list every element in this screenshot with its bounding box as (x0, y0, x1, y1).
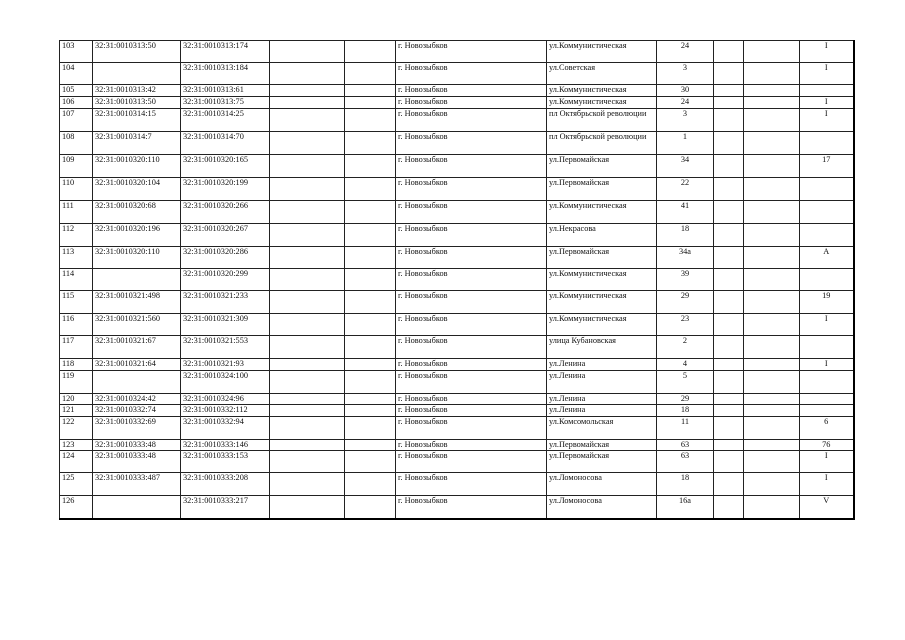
street-cell: ул.Ленина (547, 405, 657, 417)
city-cell: г. Новозыбков (396, 109, 547, 132)
apartment-cell: I (800, 41, 854, 63)
blank-cell-3 (714, 201, 744, 224)
blank-cell-4 (744, 314, 800, 336)
blank-cell-3 (714, 85, 744, 97)
blank-cell-4 (744, 109, 800, 132)
table-row (60, 85, 854, 97)
parcel-cadastral-number-cell: 32:31:0010314:15 (93, 109, 181, 132)
house-number-cell: 5 (657, 371, 714, 394)
apartment-cell (800, 405, 854, 417)
street-cell: ул.Коммунистическая (547, 291, 657, 314)
row-number-cell: 121 (60, 405, 93, 417)
blank-cell-2 (345, 109, 396, 132)
blank-cell-4 (744, 336, 800, 359)
parcel-cadastral-number-cell: 32:31:0010333:48 (93, 451, 181, 473)
blank-cell-4 (744, 394, 800, 405)
blank-cell-2 (345, 269, 396, 291)
blank-cell-2 (345, 314, 396, 336)
house-number-cell: 29 (657, 291, 714, 314)
parcel-cadastral-number-cell (93, 63, 181, 85)
blank-cell-3 (714, 269, 744, 291)
blank-cell-3 (714, 224, 744, 247)
building-cadastral-number-cell: 32:31:0010332:112 (181, 405, 270, 417)
house-number-cell: 63 (657, 440, 714, 451)
blank-cell-2 (345, 359, 396, 371)
blank-cell-2 (345, 63, 396, 85)
blank-cell-2 (345, 371, 396, 394)
apartment-cell (800, 132, 854, 155)
blank-cell-4 (744, 405, 800, 417)
building-cadastral-number-cell: 32:31:0010321:309 (181, 314, 270, 336)
house-number-cell: 22 (657, 178, 714, 201)
table-row (60, 371, 854, 394)
house-number-cell: 18 (657, 473, 714, 496)
table-row (60, 394, 854, 405)
blank-cell-2 (345, 41, 396, 63)
street-cell: ул.Первомайская (547, 247, 657, 269)
blank-cell-1 (270, 371, 345, 394)
blank-cell-3 (714, 109, 744, 132)
street-cell: ул.Ленина (547, 359, 657, 371)
house-number-cell: 1 (657, 132, 714, 155)
blank-cell-1 (270, 405, 345, 417)
parcel-cadastral-number-cell: 32:31:0010321:560 (93, 314, 181, 336)
blank-cell-3 (714, 440, 744, 451)
city-cell: г. Новозыбков (396, 394, 547, 405)
blank-cell-2 (345, 473, 396, 496)
house-number-cell: 34а (657, 247, 714, 269)
blank-cell-2 (345, 405, 396, 417)
house-number-cell: 2 (657, 336, 714, 359)
parcel-cadastral-number-cell: 32:31:0010320:104 (93, 178, 181, 201)
blank-cell-2 (345, 496, 396, 519)
row-number-cell: 111 (60, 201, 93, 224)
table-row (60, 314, 854, 336)
row-number-cell: 103 (60, 41, 93, 63)
city-cell: г. Новозыбков (396, 85, 547, 97)
city-cell: г. Новозыбков (396, 155, 547, 178)
apartment-cell: I (800, 63, 854, 85)
blank-cell-3 (714, 41, 744, 63)
house-number-cell: 30 (657, 85, 714, 97)
building-cadastral-number-cell: 32:31:0010314:70 (181, 132, 270, 155)
city-cell: г. Новозыбков (396, 417, 547, 440)
blank-cell-1 (270, 63, 345, 85)
city-cell: г. Новозыбков (396, 178, 547, 201)
city-cell: г. Новозыбков (396, 132, 547, 155)
blank-cell-4 (744, 132, 800, 155)
parcel-cadastral-number-cell: 32:31:0010313:42 (93, 85, 181, 97)
building-cadastral-number-cell: 32:31:0010321:93 (181, 359, 270, 371)
blank-cell-3 (714, 63, 744, 85)
parcel-cadastral-number-cell: 32:31:0010320:110 (93, 155, 181, 178)
street-cell: пл Октябрьской революции (547, 109, 657, 132)
row-number-cell: 110 (60, 178, 93, 201)
apartment-cell (800, 201, 854, 224)
row-number-cell: 106 (60, 97, 93, 109)
blank-cell-4 (744, 496, 800, 519)
blank-cell-4 (744, 473, 800, 496)
table-row (60, 132, 854, 155)
blank-cell-1 (270, 440, 345, 451)
blank-cell-1 (270, 178, 345, 201)
row-number-cell: 120 (60, 394, 93, 405)
apartment-cell: I (800, 109, 854, 132)
parcel-cadastral-number-cell (93, 496, 181, 519)
street-cell: ул.Коммунистическая (547, 201, 657, 224)
street-cell: ул.Ленина (547, 371, 657, 394)
street-cell: ул.Первомайская (547, 451, 657, 473)
parcel-cadastral-number-cell: 32:31:0010321:67 (93, 336, 181, 359)
street-cell: пл Октябрьской революции (547, 132, 657, 155)
row-number-cell: 105 (60, 85, 93, 97)
blank-cell-4 (744, 291, 800, 314)
street-cell: ул.Первомайская (547, 155, 657, 178)
city-cell: г. Новозыбков (396, 336, 547, 359)
blank-cell-1 (270, 451, 345, 473)
parcel-cadastral-number-cell: 32:31:0010313:50 (93, 41, 181, 63)
table-row (60, 440, 854, 451)
row-number-cell: 108 (60, 132, 93, 155)
street-cell: ул.Первомайская (547, 440, 657, 451)
city-cell: г. Новозыбков (396, 314, 547, 336)
table-row (60, 405, 854, 417)
blank-cell-2 (345, 440, 396, 451)
city-cell: г. Новозыбков (396, 359, 547, 371)
blank-cell-4 (744, 440, 800, 451)
parcel-cadastral-number-cell: 32:31:0010320:110 (93, 247, 181, 269)
row-number-cell: 123 (60, 440, 93, 451)
city-cell: г. Новозыбков (396, 371, 547, 394)
building-cadastral-number-cell: 32:31:0010313:184 (181, 63, 270, 85)
building-cadastral-number-cell: 32:31:0010333:217 (181, 496, 270, 519)
blank-cell-2 (345, 394, 396, 405)
blank-cell-4 (744, 451, 800, 473)
row-number-cell: 117 (60, 336, 93, 359)
house-number-cell: 3 (657, 63, 714, 85)
blank-cell-1 (270, 336, 345, 359)
apartment-cell (800, 336, 854, 359)
row-number-cell: 119 (60, 371, 93, 394)
table-row (60, 41, 854, 63)
row-number-cell: 124 (60, 451, 93, 473)
apartment-cell (800, 85, 854, 97)
blank-cell-1 (270, 224, 345, 247)
house-number-cell: 34 (657, 155, 714, 178)
blank-cell-4 (744, 224, 800, 247)
blank-cell-1 (270, 201, 345, 224)
house-number-cell: 41 (657, 201, 714, 224)
parcel-cadastral-number-cell: 32:31:0010333:487 (93, 473, 181, 496)
blank-cell-1 (270, 132, 345, 155)
blank-cell-4 (744, 155, 800, 178)
blank-cell-2 (345, 201, 396, 224)
street-cell: ул.Ленина (547, 394, 657, 405)
building-cadastral-number-cell: 32:31:0010320:165 (181, 155, 270, 178)
blank-cell-4 (744, 41, 800, 63)
table-row (60, 224, 854, 247)
blank-cell-3 (714, 417, 744, 440)
building-cadastral-number-cell: 32:31:0010332:94 (181, 417, 270, 440)
table-row (60, 496, 854, 519)
row-number-cell: 116 (60, 314, 93, 336)
parcel-cadastral-number-cell: 32:31:0010321:498 (93, 291, 181, 314)
table-row (60, 417, 854, 440)
apartment-cell: I (800, 451, 854, 473)
parcel-cadastral-number-cell: 32:31:0010313:50 (93, 97, 181, 109)
apartment-cell: I (800, 359, 854, 371)
city-cell: г. Новозыбков (396, 63, 547, 85)
building-cadastral-number-cell: 32:31:0010333:146 (181, 440, 270, 451)
apartment-cell: I (800, 473, 854, 496)
table-row (60, 336, 854, 359)
parcel-cadastral-number-cell: 32:31:0010332:69 (93, 417, 181, 440)
house-number-cell: 18 (657, 405, 714, 417)
blank-cell-3 (714, 451, 744, 473)
blank-cell-4 (744, 97, 800, 109)
street-cell: ул.Некрасова (547, 224, 657, 247)
blank-cell-1 (270, 155, 345, 178)
blank-cell-2 (345, 291, 396, 314)
city-cell: г. Новозыбков (396, 473, 547, 496)
street-cell: ул.Первомайская (547, 178, 657, 201)
row-number-cell: 109 (60, 155, 93, 178)
blank-cell-3 (714, 155, 744, 178)
parcel-cadastral-number-cell (93, 371, 181, 394)
blank-cell-1 (270, 41, 345, 63)
apartment-cell: I (800, 314, 854, 336)
parcel-cadastral-number-cell: 32:31:0010324:42 (93, 394, 181, 405)
table-row (60, 473, 854, 496)
row-number-cell: 114 (60, 269, 93, 291)
blank-cell-2 (345, 97, 396, 109)
city-cell: г. Новозыбков (396, 247, 547, 269)
city-cell: г. Новозыбков (396, 269, 547, 291)
table-row (60, 269, 854, 291)
blank-cell-2 (345, 85, 396, 97)
row-number-cell: 122 (60, 417, 93, 440)
blank-cell-3 (714, 371, 744, 394)
street-cell: ул.Коммунистическая (547, 97, 657, 109)
row-number-cell: 126 (60, 496, 93, 519)
row-number-cell: 107 (60, 109, 93, 132)
building-cadastral-number-cell: 32:31:0010333:153 (181, 451, 270, 473)
building-cadastral-number-cell: 32:31:0010314:25 (181, 109, 270, 132)
city-cell: г. Новозыбков (396, 201, 547, 224)
parcel-cadastral-number-cell: 32:31:0010320:196 (93, 224, 181, 247)
blank-cell-4 (744, 247, 800, 269)
house-number-cell: 23 (657, 314, 714, 336)
apartment-cell (800, 224, 854, 247)
blank-cell-2 (345, 178, 396, 201)
building-cadastral-number-cell: 32:31:0010321:553 (181, 336, 270, 359)
table-row (60, 291, 854, 314)
apartment-cell: 19 (800, 291, 854, 314)
blank-cell-3 (714, 359, 744, 371)
table-row (60, 359, 854, 371)
street-cell: улица Кубановская (547, 336, 657, 359)
building-cadastral-number-cell: 32:31:0010324:100 (181, 371, 270, 394)
house-number-cell: 16а (657, 496, 714, 519)
city-cell: г. Новозыбков (396, 97, 547, 109)
apartment-cell: 6 (800, 417, 854, 440)
apartment-cell (800, 394, 854, 405)
apartment-cell: I (800, 97, 854, 109)
blank-cell-1 (270, 496, 345, 519)
street-cell: ул.Советская (547, 63, 657, 85)
apartment-cell: 76 (800, 440, 854, 451)
parcel-cadastral-number-cell: 32:31:0010321:64 (93, 359, 181, 371)
apartment-cell (800, 371, 854, 394)
table-row (60, 109, 854, 132)
blank-cell-4 (744, 63, 800, 85)
parcel-cadastral-number-cell: 32:31:0010314:7 (93, 132, 181, 155)
blank-cell-3 (714, 473, 744, 496)
city-cell: г. Новозыбков (396, 496, 547, 519)
row-number-cell: 115 (60, 291, 93, 314)
blank-cell-4 (744, 417, 800, 440)
blank-cell-1 (270, 109, 345, 132)
parcel-cadastral-number-cell: 32:31:0010333:48 (93, 440, 181, 451)
street-cell: ул.Коммунистическая (547, 85, 657, 97)
house-number-cell: 29 (657, 394, 714, 405)
blank-cell-2 (345, 132, 396, 155)
blank-cell-3 (714, 394, 744, 405)
house-number-cell: 3 (657, 109, 714, 132)
blank-cell-2 (345, 336, 396, 359)
building-cadastral-number-cell: 32:31:0010313:174 (181, 41, 270, 63)
blank-cell-1 (270, 359, 345, 371)
table-body (60, 41, 854, 519)
building-cadastral-number-cell: 32:31:0010320:286 (181, 247, 270, 269)
blank-cell-1 (270, 394, 345, 405)
house-number-cell: 18 (657, 224, 714, 247)
house-number-cell: 24 (657, 41, 714, 63)
parcel-cadastral-number-cell (93, 269, 181, 291)
apartment-cell: А (800, 247, 854, 269)
street-cell: ул.Комсомольская (547, 417, 657, 440)
blank-cell-3 (714, 132, 744, 155)
street-cell: ул.Коммунистическая (547, 314, 657, 336)
apartment-cell: 17 (800, 155, 854, 178)
apartment-cell (800, 269, 854, 291)
row-number-cell: 113 (60, 247, 93, 269)
parcel-cadastral-number-cell: 32:31:0010332:74 (93, 405, 181, 417)
blank-cell-1 (270, 291, 345, 314)
blank-cell-3 (714, 336, 744, 359)
blank-cell-3 (714, 405, 744, 417)
city-cell: г. Новозыбков (396, 41, 547, 63)
blank-cell-4 (744, 178, 800, 201)
blank-cell-3 (714, 247, 744, 269)
parcel-cadastral-number-cell: 32:31:0010320:68 (93, 201, 181, 224)
street-cell: ул.Коммунистическая (547, 269, 657, 291)
street-cell: ул.Ломоносова (547, 496, 657, 519)
row-number-cell: 125 (60, 473, 93, 496)
table-row (60, 178, 854, 201)
building-cadastral-number-cell: 32:31:0010320:266 (181, 201, 270, 224)
blank-cell-1 (270, 97, 345, 109)
blank-cell-4 (744, 269, 800, 291)
building-cadastral-number-cell: 32:31:0010313:61 (181, 85, 270, 97)
house-number-cell: 4 (657, 359, 714, 371)
apartment-cell (800, 178, 854, 201)
table-row (60, 201, 854, 224)
apartment-cell: V (800, 496, 854, 519)
blank-cell-1 (270, 269, 345, 291)
table-row (60, 97, 854, 109)
blank-cell-1 (270, 473, 345, 496)
street-cell: ул.Коммунистическая (547, 41, 657, 63)
city-cell: г. Новозыбков (396, 224, 547, 247)
blank-cell-4 (744, 359, 800, 371)
blank-cell-3 (714, 291, 744, 314)
row-number-cell: 112 (60, 224, 93, 247)
table-row (60, 451, 854, 473)
building-cadastral-number-cell: 32:31:0010324:96 (181, 394, 270, 405)
blank-cell-4 (744, 85, 800, 97)
blank-cell-2 (345, 247, 396, 269)
scan-edge-mark (0, 626, 2, 634)
blank-cell-2 (345, 417, 396, 440)
blank-cell-4 (744, 371, 800, 394)
house-number-cell: 39 (657, 269, 714, 291)
building-cadastral-number-cell: 32:31:0010333:208 (181, 473, 270, 496)
table-row (60, 63, 854, 85)
blank-cell-3 (714, 314, 744, 336)
city-cell: г. Новозыбков (396, 405, 547, 417)
blank-cell-1 (270, 247, 345, 269)
blank-cell-2 (345, 451, 396, 473)
street-cell: ул.Ломоносова (547, 473, 657, 496)
blank-cell-3 (714, 97, 744, 109)
blank-cell-2 (345, 155, 396, 178)
house-number-cell: 24 (657, 97, 714, 109)
property-table (59, 40, 855, 520)
city-cell: г. Новозыбков (396, 451, 547, 473)
blank-cell-4 (744, 201, 800, 224)
blank-cell-1 (270, 314, 345, 336)
blank-cell-2 (345, 224, 396, 247)
row-number-cell: 118 (60, 359, 93, 371)
building-cadastral-number-cell: 32:31:0010313:75 (181, 97, 270, 109)
city-cell: г. Новозыбков (396, 440, 547, 451)
house-number-cell: 11 (657, 417, 714, 440)
building-cadastral-number-cell: 32:31:0010320:299 (181, 269, 270, 291)
house-number-cell: 63 (657, 451, 714, 473)
blank-cell-3 (714, 496, 744, 519)
building-cadastral-number-cell: 32:31:0010320:267 (181, 224, 270, 247)
blank-cell-1 (270, 417, 345, 440)
table-row (60, 247, 854, 269)
blank-cell-1 (270, 85, 345, 97)
blank-cell-3 (714, 178, 744, 201)
building-cadastral-number-cell: 32:31:0010320:199 (181, 178, 270, 201)
city-cell: г. Новозыбков (396, 291, 547, 314)
table-row (60, 155, 854, 178)
row-number-cell: 104 (60, 63, 93, 85)
building-cadastral-number-cell: 32:31:0010321:233 (181, 291, 270, 314)
